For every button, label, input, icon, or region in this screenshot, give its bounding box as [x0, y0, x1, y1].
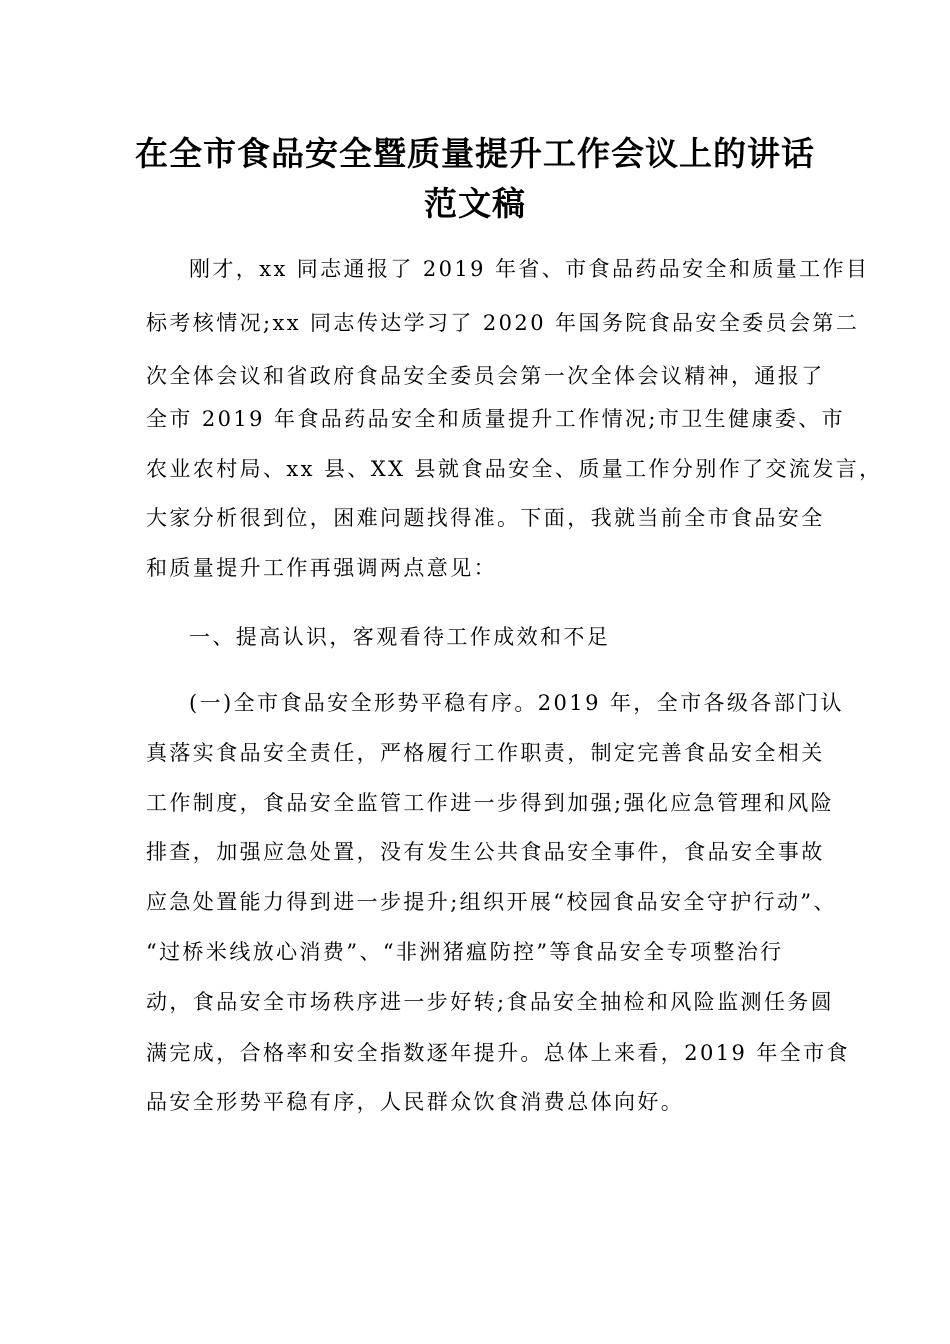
paragraph-line: 真落实食品安全责任，严格履行工作职责，制定完善食品安全相关	[146, 741, 825, 765]
paragraph-line: 农业农村局、xx 县、XX 县就食品安全、质量工作分别作了交流发言，	[146, 457, 883, 481]
section-heading: 一、提高认识，客观看待工作成效和不足	[189, 625, 611, 649]
paragraph-line: 满完成，合格率和安全指数逐年提升。总体上来看，2019 年全市食	[146, 1041, 850, 1065]
paragraph-line: 全市 2019 年食品药品安全和质量提升工作情况;市卫生健康委、市	[146, 407, 846, 431]
paragraph-line: 动，食品安全市场秩序进一步好转;食品安全抽检和风险监测任务圆	[146, 990, 835, 1014]
paragraph-line: 大家分析很到位，困难问题找得准。下面，我就当前全市食品安全	[146, 506, 825, 530]
paragraph-line: 标考核情况;xx 同志传达学习了 2020 年国务院食品安全委员会第二	[146, 311, 860, 335]
paragraph-line: (一)全市食品安全形势平稳有序。2019 年，全市各级各部门认	[189, 691, 844, 715]
paragraph-line: 刚才，xx 同志通报了 2019 年省、市食品药品安全和质量工作目	[189, 257, 870, 281]
paragraph-line: 和质量提升工作再强调两点意见：	[146, 556, 497, 580]
paragraph-line: 工作制度，食品安全监管工作进一步得到加强;强化应急管理和风险	[146, 791, 835, 815]
paragraph-line: “过桥米线放心消费”、“非洲猪瘟防控”等食品安全专项整治行	[146, 940, 784, 964]
paragraph-line: 品安全形势平稳有序，人民群众饮食消费总体向好。	[146, 1090, 685, 1114]
paragraph-line: 排查，加强应急处置，没有发生公共食品安全事件，食品安全事故	[146, 840, 825, 864]
document-title-line-1: 在全市食品安全暨质量提升工作会议上的讲话	[135, 134, 815, 173]
paragraph-line: 次全体会议和省政府食品安全委员会第一次全体会议精神，通报了	[146, 364, 825, 388]
document-title-line-2: 范文稿	[424, 184, 526, 223]
paragraph-line: 应急处置能力得到进一步提升;组织开展“校园食品安全守护行动”、	[146, 890, 837, 914]
